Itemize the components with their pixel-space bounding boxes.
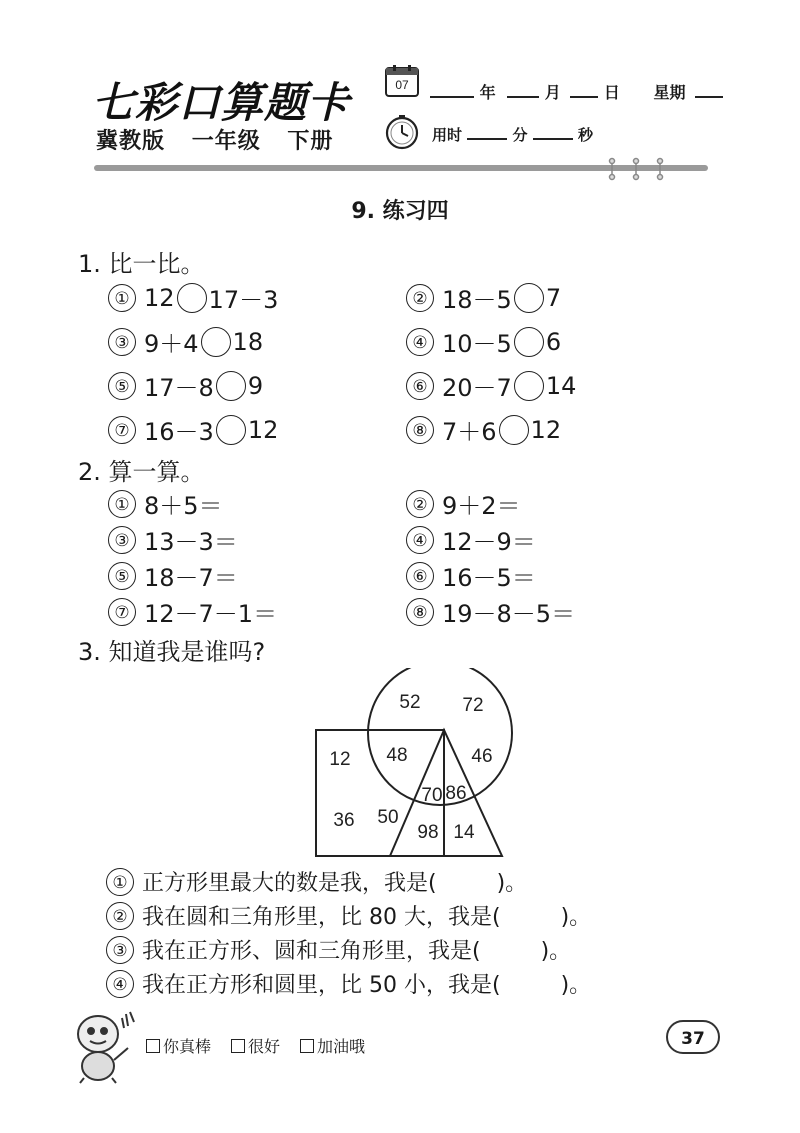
venn-number: 98 bbox=[417, 822, 439, 843]
edition-publisher: 冀教版 bbox=[96, 129, 166, 154]
compare-item bbox=[108, 368, 263, 403]
time-used-label: 用时 bbox=[432, 126, 463, 144]
compare-right: 12 bbox=[530, 415, 562, 444]
calc-item[interactable] bbox=[108, 558, 238, 593]
compare-right: 14 bbox=[545, 371, 577, 400]
item-number: ⑦ bbox=[108, 416, 136, 444]
venn-number: 70 bbox=[421, 785, 443, 806]
edition-volume: 下册 bbox=[287, 129, 334, 154]
brand-logo bbox=[92, 70, 350, 130]
calc-expression: 9＋2＝ bbox=[442, 492, 521, 520]
calc-item[interactable] bbox=[406, 486, 521, 521]
compare-left: 16－3 bbox=[144, 418, 214, 446]
rating-label: 加油哦 bbox=[317, 1037, 366, 1056]
item-number: ⑧ bbox=[406, 598, 434, 626]
compare-right: 17－3 bbox=[208, 286, 279, 314]
item-number: ⑥ bbox=[406, 372, 434, 400]
compare-answer-circle[interactable] bbox=[514, 371, 544, 401]
compare-left: 17－8 bbox=[144, 374, 214, 402]
question-text: 我在正方形和圆里，比 50 小，我是( bbox=[142, 973, 501, 998]
question-text: 正方形里最大的数是我，我是( bbox=[142, 871, 437, 896]
question-item bbox=[106, 968, 591, 999]
calc-item[interactable] bbox=[108, 486, 223, 521]
edition-line bbox=[96, 124, 351, 155]
item-number: ① bbox=[106, 868, 134, 896]
calendar-icon bbox=[384, 64, 420, 98]
compare-item bbox=[406, 368, 576, 403]
item-number: ⑦ bbox=[108, 598, 136, 626]
date-fill-line bbox=[430, 80, 723, 103]
rating-option[interactable] bbox=[231, 1034, 280, 1057]
compare-answer-circle[interactable] bbox=[201, 327, 231, 357]
compare-left: 18－5 bbox=[442, 286, 512, 314]
item-number: ② bbox=[106, 902, 134, 930]
question-close: )。 bbox=[496, 871, 528, 896]
calc-item[interactable] bbox=[108, 522, 238, 557]
self-rating-row bbox=[146, 1034, 365, 1057]
compare-left: 20－7 bbox=[442, 374, 512, 402]
calc-item[interactable] bbox=[406, 522, 536, 557]
section2-title: 2. 算一算。 bbox=[78, 458, 205, 486]
question-item bbox=[106, 900, 591, 931]
mascot-icon bbox=[68, 1004, 140, 1084]
compare-answer-circle[interactable] bbox=[514, 327, 544, 357]
item-number: ① bbox=[108, 490, 136, 518]
calc-item[interactable] bbox=[108, 594, 277, 629]
venn-number: 48 bbox=[386, 745, 408, 766]
question-item bbox=[106, 934, 571, 965]
compare-right: 18 bbox=[232, 327, 264, 356]
calc-expression: 12－7－1＝ bbox=[144, 600, 278, 628]
compare-answer-circle[interactable] bbox=[514, 283, 544, 313]
item-number: ⑤ bbox=[108, 372, 136, 400]
calc-expression: 12－9＝ bbox=[442, 528, 536, 556]
question-item bbox=[106, 866, 527, 897]
calendar-day: 07 bbox=[395, 78, 409, 92]
item-number: ⑧ bbox=[406, 416, 434, 444]
day-label: 日 bbox=[603, 83, 620, 102]
page-number: 37 bbox=[666, 1020, 720, 1054]
calc-expression: 13－3＝ bbox=[144, 528, 238, 556]
checkbox-icon[interactable] bbox=[300, 1039, 314, 1053]
item-number: ⑥ bbox=[406, 562, 434, 590]
clock-icon bbox=[384, 114, 420, 150]
compare-answer-circle[interactable] bbox=[177, 283, 207, 313]
compare-left: 9＋4 bbox=[144, 330, 199, 358]
venn-number: 50 bbox=[377, 807, 399, 828]
item-number: ③ bbox=[108, 526, 136, 554]
calc-expression: 16－5＝ bbox=[442, 564, 536, 592]
rating-label: 你真棒 bbox=[163, 1037, 212, 1056]
compare-item bbox=[108, 324, 263, 359]
month-blank[interactable] bbox=[507, 82, 539, 98]
compare-item bbox=[406, 280, 561, 315]
question-text: 我在圆和三角形里，比 80 大，我是( bbox=[142, 905, 501, 930]
calc-expression: 19－8－5＝ bbox=[442, 600, 576, 628]
venn-diagram bbox=[310, 668, 530, 868]
calc-item[interactable] bbox=[406, 594, 575, 629]
question-close: )。 bbox=[560, 905, 592, 930]
compare-item bbox=[108, 280, 278, 315]
time-used-line bbox=[432, 124, 593, 145]
question-close: )。 bbox=[540, 939, 572, 964]
rating-option[interactable] bbox=[300, 1034, 365, 1057]
item-number: ③ bbox=[106, 936, 134, 964]
year-blank[interactable] bbox=[430, 82, 474, 98]
compare-item bbox=[406, 324, 561, 359]
divider-bead-icon bbox=[600, 156, 680, 182]
minutes-blank[interactable] bbox=[467, 124, 507, 140]
compare-right: 7 bbox=[545, 283, 562, 312]
seconds-label: 秒 bbox=[577, 126, 593, 144]
venn-number: 36 bbox=[333, 810, 355, 831]
compare-left: 12 bbox=[144, 283, 175, 312]
section1-title: 1. 比一比。 bbox=[78, 250, 205, 278]
section3-title: 3. 知道我是谁吗? bbox=[78, 638, 266, 666]
compare-answer-circle[interactable] bbox=[216, 371, 246, 401]
rating-option[interactable] bbox=[146, 1034, 211, 1057]
question-text: 我在正方形、圆和三角形里，我是( bbox=[142, 939, 481, 964]
checkbox-icon[interactable] bbox=[231, 1039, 245, 1053]
calc-expression: 18－7＝ bbox=[144, 564, 238, 592]
compare-answer-circle[interactable] bbox=[216, 415, 246, 445]
venn-number: 86 bbox=[445, 783, 467, 804]
lesson-title: 9. 练习四 bbox=[351, 199, 449, 224]
compare-left: 7＋6 bbox=[442, 418, 497, 446]
venn-number: 14 bbox=[453, 822, 475, 843]
item-number: ④ bbox=[406, 526, 434, 554]
brand-logo-text: 七彩口算题卡 bbox=[92, 78, 351, 127]
minutes-label: 分 bbox=[512, 126, 528, 144]
compare-right: 12 bbox=[247, 415, 279, 444]
item-number: ④ bbox=[106, 970, 134, 998]
compare-left: 10－5 bbox=[442, 330, 512, 358]
compare-item bbox=[108, 412, 278, 447]
checkbox-icon[interactable] bbox=[146, 1039, 160, 1053]
calc-expression: 8＋5＝ bbox=[144, 492, 223, 520]
day-blank[interactable] bbox=[570, 82, 598, 98]
venn-number: 52 bbox=[399, 692, 421, 713]
item-number: ② bbox=[406, 490, 434, 518]
compare-right: 6 bbox=[545, 327, 562, 356]
calc-item[interactable] bbox=[406, 558, 536, 593]
compare-answer-circle[interactable] bbox=[499, 415, 529, 445]
item-number: ③ bbox=[108, 328, 136, 356]
venn-number: 12 bbox=[329, 749, 351, 770]
item-number: ⑤ bbox=[108, 562, 136, 590]
item-number: ② bbox=[406, 284, 434, 312]
venn-number: 72 bbox=[462, 695, 484, 716]
weekday-blank[interactable] bbox=[695, 82, 723, 98]
rating-label: 很好 bbox=[248, 1037, 281, 1056]
compare-item bbox=[406, 412, 561, 447]
venn-number: 46 bbox=[471, 746, 493, 767]
item-number: ④ bbox=[406, 328, 434, 356]
question-close: )。 bbox=[560, 973, 592, 998]
seconds-blank[interactable] bbox=[533, 124, 573, 140]
item-number: ① bbox=[108, 284, 136, 312]
weekday-label: 星期 bbox=[653, 83, 686, 102]
month-label: 月 bbox=[544, 83, 561, 102]
compare-right: 9 bbox=[247, 371, 264, 400]
edition-grade: 一年级 bbox=[191, 129, 261, 154]
year-label: 年 bbox=[479, 83, 496, 102]
